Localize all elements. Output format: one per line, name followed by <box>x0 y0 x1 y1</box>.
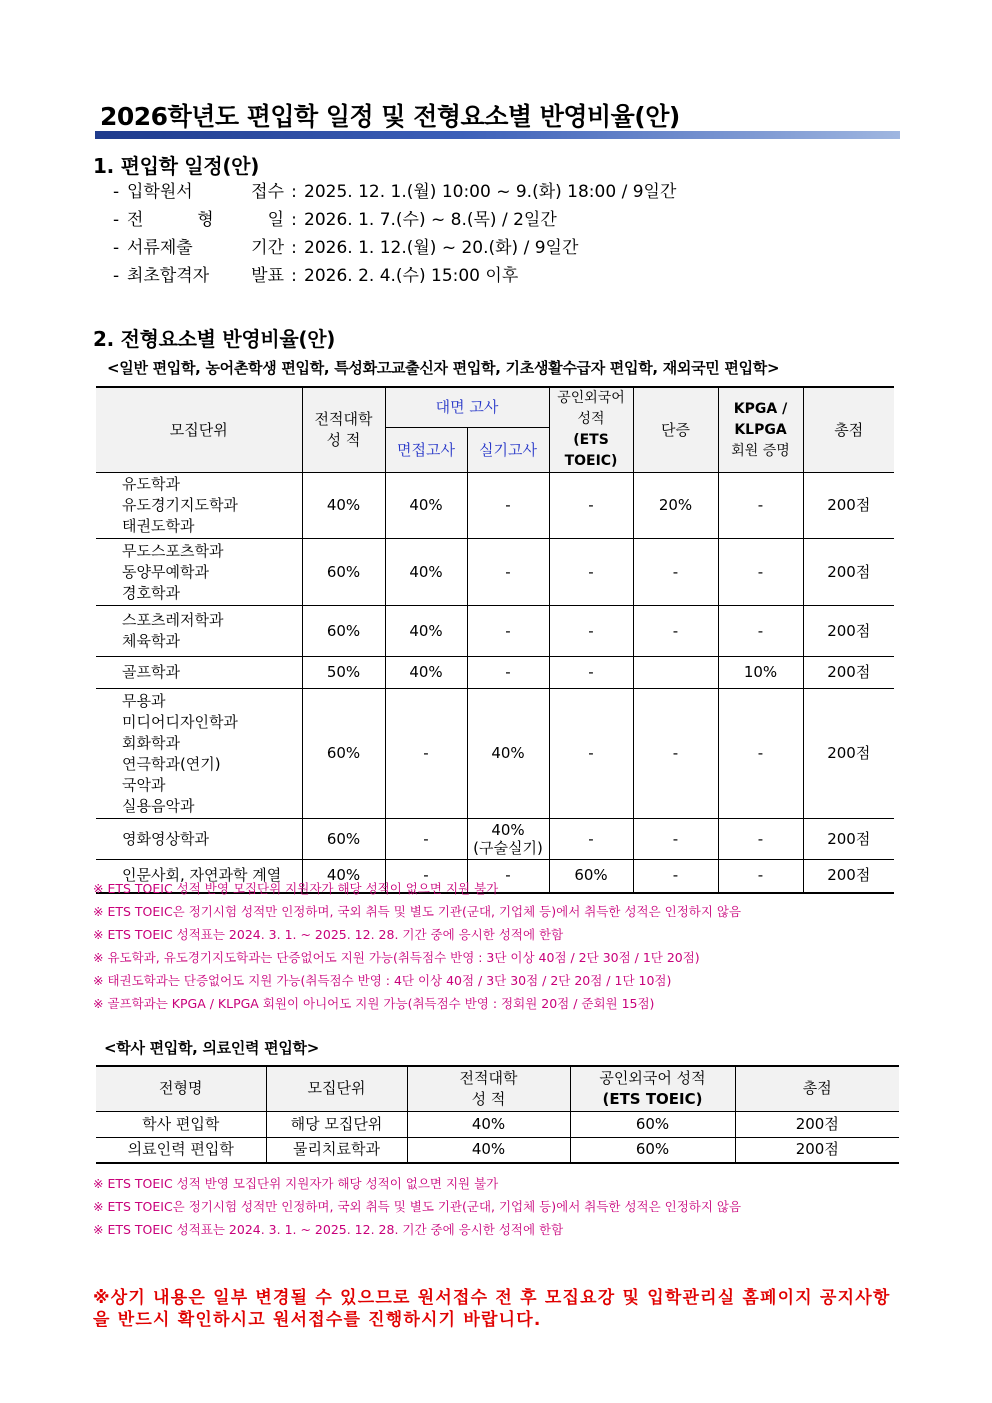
cell-practical: - <box>467 606 549 657</box>
cell-total: 200점 <box>735 1137 899 1163</box>
cell-kpga: - <box>718 819 803 860</box>
table2-notes <box>93 1172 741 1241</box>
schedule-label: 전 형 일 <box>127 210 284 230</box>
cell-toeic: - <box>549 539 633 606</box>
cell-toeic: - <box>549 657 633 689</box>
note-line: ※ ETS TOEIC 성적표는 2024. 3. 1. ~ 2025. 12. 28. 기간 중에 응시한 성적에 한함 <box>93 927 564 942</box>
schedule-value: 2026. 1. 7.(수) ~ 8.(목) / 2일간 <box>304 210 557 230</box>
schedule-label: 최초합격자 발표 <box>127 266 284 286</box>
note-line: ※ ETS TOEIC은 정기시험 성적만 인정하며, 국외 취득 및 별도 기관(군대, 기업체 등)에서 취득한 성적은 인정하지 않음 <box>93 904 742 919</box>
schedule-value: 2026. 1. 12.(월) ~ 20.(화) / 9일간 <box>304 238 579 258</box>
schedule-value: 2026. 2. 4.(수) 15:00 이후 <box>304 266 519 286</box>
schedule-list <box>113 178 676 290</box>
note-line: ※ ETS TOEIC은 정기시험 성적만 인정하며, 국외 취득 및 별도 기관(군대, 기업체 등)에서 취득한 성적은 인정하지 않음 <box>93 1199 742 1214</box>
cell-dan: - <box>633 819 718 860</box>
cell-prev: 50% <box>302 657 385 689</box>
table-row <box>96 539 894 606</box>
schedule-item: - 최초합격자 발표 : 2026. 2. 4.(수) 15:00 이후 <box>113 262 676 290</box>
cell-practical: 40% (구술실기) <box>467 819 549 860</box>
table2-caption: <학사 편입학, 의료인력 편입학> <box>104 1039 319 1057</box>
cell-dan: - <box>633 689 718 819</box>
schedule-item: - 전 형 일 : 2026. 1. 7.(수) ~ 8.(목) / 2일간 <box>113 206 676 234</box>
cell-toeic: - <box>549 689 633 819</box>
unit-cell: 스포츠레저학과 체육학과 <box>96 606 302 657</box>
ratio-table-bachelor <box>96 1065 899 1164</box>
note-line: ※ ETS TOEIC 성적표는 2024. 3. 1. ~ 2025. 12. 28. 기간 중에 응시한 성적에 한함 <box>93 1222 564 1237</box>
unit-cell: 영화영상학과 <box>96 819 302 860</box>
cell-interview: 40% <box>385 606 467 657</box>
unit-cell: 무도스포츠학과 동양무예학과 경호학과 <box>96 539 302 606</box>
schedule-label: 서류제출 기간 <box>127 238 284 258</box>
header-unit: 모집단위 <box>96 387 302 473</box>
cell-kpga: - <box>718 539 803 606</box>
cell-toeic: - <box>549 473 633 539</box>
cell-toeic: - <box>549 606 633 657</box>
cell-kpga: - <box>718 473 803 539</box>
schedule-item: - 입학원서 접수 : 2025. 12. 1.(월) 10:00 ~ 9.(화) 18:00 / 9일간 <box>113 178 676 206</box>
note-line: ※ 골프학과는 KPGA / KLPGA 회원이 아니어도 지원 가능(취득점수 반영 : 정회원 20점 / 준회원 15점) <box>93 996 655 1011</box>
schedule-label: 입학원서 접수 <box>127 182 284 202</box>
cell-total: 200점 <box>803 473 894 539</box>
cell-interview: - <box>385 689 467 819</box>
header-kpga: KPGA / KLPGA 회원 증명 <box>718 387 803 473</box>
cell-total: 200점 <box>803 819 894 860</box>
table-row <box>96 1137 899 1163</box>
cell-toeic: 60% <box>570 1137 735 1163</box>
ratio-table-general <box>96 386 894 894</box>
note-line: ※ ETS TOEIC 성적 반영 모집단위 지원자가 해당 성적이 없으면 지원 불가 <box>93 881 499 896</box>
cell-prev: 40% <box>407 1137 570 1163</box>
cell-unit: 물리치료학과 <box>266 1137 407 1163</box>
cell-prev: 60% <box>302 606 385 657</box>
unit-cell: 인문사회, 자연과학 계열 <box>96 860 302 893</box>
cell-practical: - <box>467 860 549 893</box>
header-type: 전형명 <box>96 1066 266 1111</box>
cell-toeic: 60% <box>549 860 633 893</box>
cell-type: 학사 편입학 <box>96 1111 266 1137</box>
page-title: 2026학년도 편입학 일정 및 전형요소별 반영비율(안) <box>100 102 680 131</box>
unit-cell: 무용과 미디어디자인학과 회화학과 연극학과(연기) 국악과 실용음악과 <box>96 689 302 819</box>
schedule-value: 2025. 12. 1.(월) 10:00 ~ 9.(화) 18:00 / 9일간 <box>304 182 677 202</box>
section2-heading: 2. 전형요소별 반영비율(안) <box>93 327 336 351</box>
cell-prev: 40% <box>407 1111 570 1137</box>
cell-interview: - <box>385 860 467 893</box>
header-total: 총점 <box>735 1066 899 1111</box>
cell-toeic: - <box>549 819 633 860</box>
cell-kpga: - <box>718 860 803 893</box>
cell-practical: - <box>467 539 549 606</box>
cell-prev: 40% <box>302 473 385 539</box>
final-notice: ※상기 내용은 일부 변경될 수 있으므로 원서접수 전 후 모집요강 및 입학관리실 홈페이지 공지사항을 반드시 확인하시고 원서접수를 진행하시기 바랍니다. <box>93 1288 891 1330</box>
cell-practical: 40% <box>467 689 549 819</box>
unit-cell: 골프학과 <box>96 657 302 689</box>
cell-total: 200점 <box>735 1111 899 1137</box>
header-prev-univ: 전적대학 성 적 <box>407 1066 570 1111</box>
cell-total: 200점 <box>803 689 894 819</box>
cell-prev: 60% <box>302 539 385 606</box>
cell-kpga: 10% <box>718 657 803 689</box>
note-line: ※ 태권도학과는 단증없어도 지원 가능(취득점수 반영 : 4단 이상 40점 / 3단 30점 / 2단 20점 / 1단 10점) <box>93 973 672 988</box>
cell-kpga: - <box>718 689 803 819</box>
table-row <box>96 606 894 657</box>
table-row <box>96 657 894 689</box>
cell-interview: 40% <box>385 657 467 689</box>
cell-interview: - <box>385 819 467 860</box>
header-practical: 실기고사 <box>467 428 549 473</box>
note-line: ※ 유도학과, 유도경기지도학과는 단증없어도 지원 가능(취득점수 반영 : 3단 이상 40점 / 2단 30점 / 1단 20점) <box>93 950 700 965</box>
cell-interview: 40% <box>385 473 467 539</box>
cell-total: 200점 <box>803 860 894 893</box>
section1-heading: 1. 편입학 일정(안) <box>93 154 260 178</box>
header-prev-univ: 전적대학 성 적 <box>302 387 385 473</box>
cell-practical: - <box>467 473 549 539</box>
schedule-item: - 서류제출 기간 : 2026. 1. 12.(월) ~ 20.(화) / 9일간 <box>113 234 676 262</box>
table-row <box>96 819 894 860</box>
table-row <box>96 1111 899 1137</box>
cell-dan: - <box>633 860 718 893</box>
table-row <box>96 473 894 539</box>
header-toeic: 공인외국어 성적 (ETS TOEIC) <box>549 387 633 473</box>
cell-total: 200점 <box>803 539 894 606</box>
header-in-person-exam: 대면 고사 <box>385 387 549 428</box>
cell-prev: 60% <box>302 689 385 819</box>
cell-unit: 해당 모집단위 <box>266 1111 407 1137</box>
cell-interview: 40% <box>385 539 467 606</box>
table1-caption: <일반 편입학, 농어촌학생 편입학, 특성화고교출신자 편입학, 기초생활수급자 편입학, 재외국민 편입학> <box>107 359 780 377</box>
table1-notes <box>93 877 741 1015</box>
cell-dan: - <box>633 606 718 657</box>
cell-kpga: - <box>718 606 803 657</box>
cell-total: 200점 <box>803 606 894 657</box>
cell-prev: 60% <box>302 819 385 860</box>
table-row <box>96 689 894 819</box>
cell-dan: - <box>633 539 718 606</box>
cell-type: 의료인력 편입학 <box>96 1137 266 1163</box>
header-total: 총점 <box>803 387 894 473</box>
cell-dan <box>633 657 718 689</box>
header-interview: 면접고사 <box>385 428 467 473</box>
cell-total: 200점 <box>803 657 894 689</box>
note-line: ※ ETS TOEIC 성적 반영 모집단위 지원자가 해당 성적이 없으면 지원 불가 <box>93 1176 499 1191</box>
cell-dan: 20% <box>633 473 718 539</box>
cell-practical: - <box>467 657 549 689</box>
header-dan: 단증 <box>633 387 718 473</box>
unit-cell: 유도학과 유도경기지도학과 태권도학과 <box>96 473 302 539</box>
title-underline <box>95 131 900 139</box>
header-unit: 모집단위 <box>266 1066 407 1111</box>
cell-prev: 40% <box>302 860 385 893</box>
cell-toeic: 60% <box>570 1111 735 1137</box>
header-toeic: 공인외국어 성적 (ETS TOEIC) <box>570 1066 735 1111</box>
